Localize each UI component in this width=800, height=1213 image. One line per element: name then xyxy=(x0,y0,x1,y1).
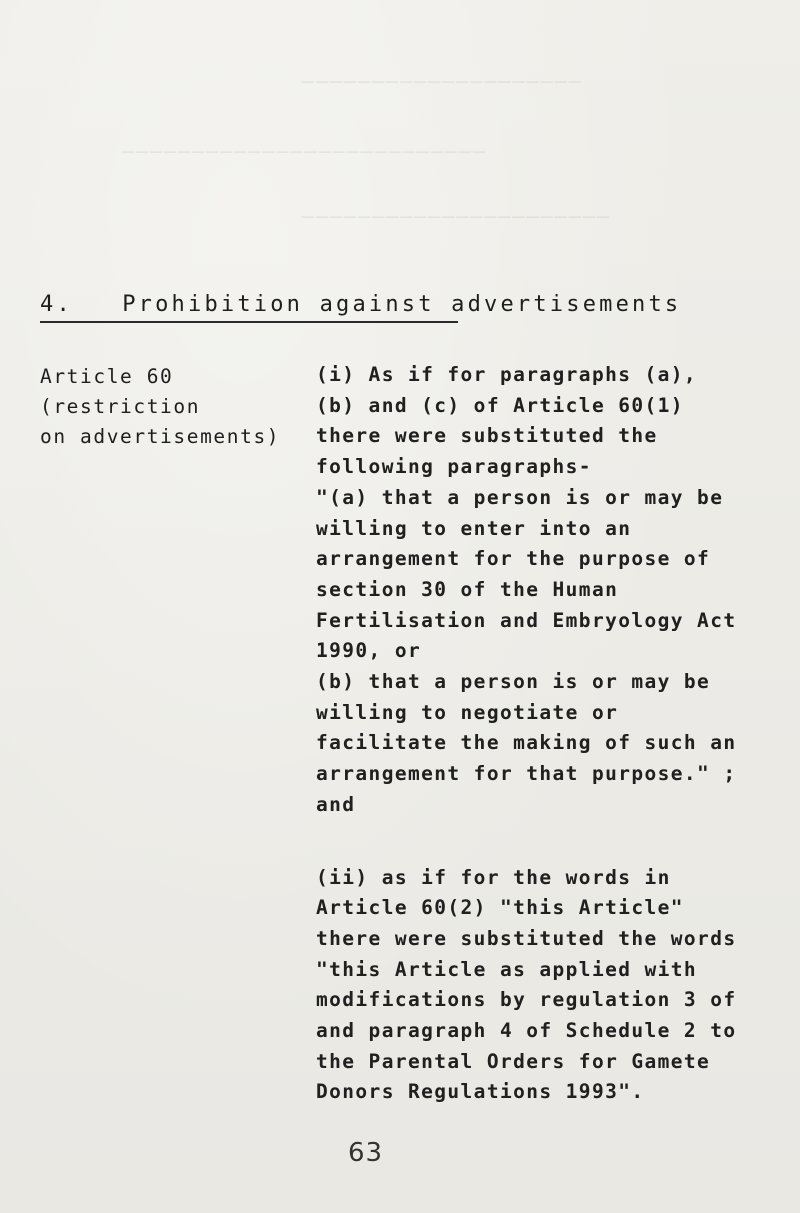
text-line: following paragraphs- xyxy=(316,455,592,479)
paragraph-ii xyxy=(316,863,756,1109)
text-line: there were substituted the words xyxy=(316,926,737,950)
text-line: the Parental Orders for Gamete xyxy=(316,1049,711,1073)
show-through-decoration: ──────────────────── xyxy=(300,70,581,94)
text-line: modifications by regulation 3 of xyxy=(316,988,737,1012)
margin-note: Article 60 (restriction on advertisements) xyxy=(40,365,281,448)
heading-underline xyxy=(40,321,458,323)
text-line: Donors Regulations 1993". xyxy=(316,1080,645,1104)
text-line: Article 60(2) "this Article" xyxy=(316,896,684,920)
text-line: facilitate the making of such an xyxy=(316,731,737,755)
text-line: Fertilisation and Embryology Act xyxy=(316,608,737,632)
show-through-decoration: ────────────────────── xyxy=(300,205,609,229)
text-line: (b) and (c) of Article 60(1) xyxy=(316,393,684,417)
text-line: and paragraph 4 of Schedule 2 to xyxy=(316,1019,737,1043)
text-line: "this Article as applied with xyxy=(316,957,698,981)
text-line: arrangement for that purpose." ; xyxy=(316,762,737,786)
text-line: willing to negotiate or xyxy=(316,700,619,724)
text-line: 1990, or xyxy=(316,639,422,663)
paragraph-gap xyxy=(316,821,756,863)
text-line: (i) As if for paragraphs (a), xyxy=(316,363,698,386)
show-through-decoration: ────────────────────────── xyxy=(120,140,486,164)
text-line: and xyxy=(316,792,356,816)
text-line: (ii) as if for the words in xyxy=(316,865,671,889)
section-heading: 4. Prohibition against advertisements xyxy=(40,292,682,317)
text-line: arrangement for the purpose of xyxy=(316,547,711,571)
page-number: 63 xyxy=(348,1138,384,1168)
text-line: section 30 of the Human xyxy=(316,577,619,601)
text-line: "(a) that a person is or may be xyxy=(316,485,724,509)
body-text xyxy=(316,360,756,1108)
text-line: there were substituted the xyxy=(316,424,658,448)
text-line: willing to enter into an xyxy=(316,516,632,540)
paragraph-i xyxy=(316,360,756,821)
text-line: (b) that a person is or may be xyxy=(316,670,711,694)
